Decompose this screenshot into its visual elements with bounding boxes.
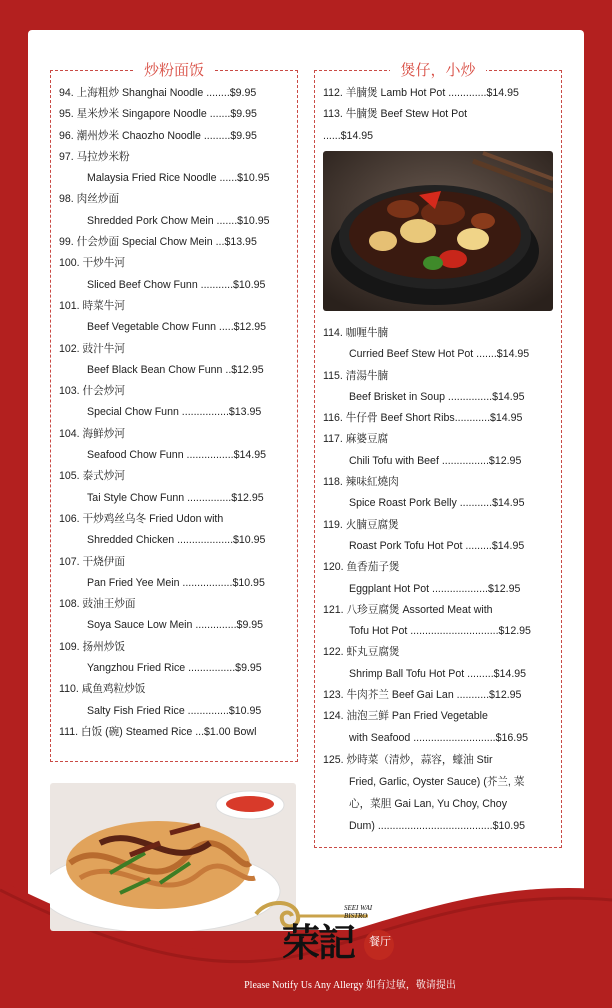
noodles-rice-panel (50, 61, 298, 762)
menu-item-94: 94. 上海粗炒 Shanghai Noodle ........$9.95 (59, 87, 257, 99)
menu-item-110: 110. 咸鱼鸡粒炒饭 Salty Fish Fried Rice ..............$10.95 (59, 683, 262, 717)
menu-item-114: 114. 咖喱牛腩 Curried Beef Stew Hot Pot .......$14.95 (323, 327, 530, 361)
menu-item-101: 101. 時菜牛河 Beef Vegetable Chow Funn .....$12.95 (59, 299, 267, 334)
menu-item-115: 115. 清湯牛腩 Beef Brisket in Soup ...............$14.95 (323, 369, 525, 403)
logo-english-line1: SEEI WAI (344, 904, 373, 912)
menu-item-104: 104. 海鲜炒河 Seafood Chow Funn ................$14.95 (59, 427, 267, 462)
allergy-notice: Please Notify Us Any Allergy 如有过敏，敬请提出 (244, 980, 456, 991)
menu-item-96: 96. 潮州炒米 Chaozho Noodle .........$9.95 (59, 129, 257, 142)
menu-item-98: 98. 肉丝炒面 Shredded Pork Chow Mein .......$10.95 (59, 193, 270, 227)
restaurant-logo (248, 896, 428, 982)
menu-item-121: 121. 八珍豆腐煲 Assorted Meat with Tofu Hot Pot ..............................$12.95 (323, 603, 531, 638)
menu-item-116: 116. 牛仔骨 Beef Short Ribs............$14.95 (323, 412, 523, 425)
menu-item-123: 123. 牛肉芥兰 Beef Gai Lan ...........$12.95 (323, 689, 522, 702)
hotpot-stirfry-title (315, 59, 561, 80)
hotpot-list-bottom (323, 323, 557, 837)
menu-item-107: 107. 干烧伊面 Pan Fried Yee Mein .................$10.95 (59, 555, 265, 589)
menu-item-97: 97. 马拉炒米粉 Malaysia Fried Rice Noodle ......$10.95 (59, 150, 270, 185)
menu-item-120: 120. 鱼香茄子煲 Eggplant Hot Pot ...................$12.95 (323, 561, 521, 595)
menu-item-100: 100. 干炒牛河 Sliced Beef Chow Funn ...........$10.95 (59, 257, 266, 291)
logo-english-line2: BISTRO (344, 912, 368, 920)
menu-item-108: 108. 豉油王炒面 Soya Sauce Low Mein ..............$9.95 (59, 598, 264, 632)
noodles-rice-title-text: 炒粉面饭 (134, 61, 214, 79)
logo-suffix: 餐厅 (369, 935, 391, 948)
logo-chinese-name: 荣記 (282, 920, 355, 965)
clay-pot-stew-photo (323, 151, 553, 311)
hotpot-stirfry-title-text: 煲仔，小炒 (390, 61, 485, 79)
menu-item-111: 111. 白饭 (碗) Steamed Rice ...$1.00 Bowl (59, 725, 257, 738)
menu-item-122: 122. 虾丸豆腐煲 Shrimp Ball Tofu Hot Pot .........$14.95 (323, 646, 527, 680)
menu-item-106: 106. 干炒鸡丝乌冬 Fried Udon with Shredded Chicken ...................$10.95 (59, 512, 266, 547)
menu-item-117: 117. 麻婆豆腐 Chili Tofu with Beef ................$12.95 (323, 433, 522, 467)
menu-item-118: 118. 辣味紅燒肉 Spice Roast Pork Belly ...........$14.95 (323, 476, 525, 510)
menu-item-109: 109. 扬州炒饭 Yangzhou Fried Rice ................$9.95 (59, 640, 262, 675)
noodles-rice-list (59, 83, 293, 743)
noodles-rice-title (51, 59, 297, 80)
menu-item-125: 125. 炒時菜（清炒，蒜容，蠔油 Stir Fried, Garlic, Oyster Sauce) (芥兰, 菜 心，菜胆 Gai Lan, Yu Choy, Choy Dum) .......................................$10.95 (323, 753, 526, 832)
menu-item-99: 99. 什会炒面 Special Chow Mein ...$13.95 (59, 236, 257, 249)
menu-item-103: 103. 什会炒河 Special Chow Funn ................$13.95 (59, 385, 262, 419)
menu-item-124: 124. 油泡三鲜 Pan Fried Vegetable with Seafood ............................$16.95 (323, 710, 529, 744)
menu-item-119: 119. 火腩豆腐煲 Roast Pork Tofu Hot Pot .........$14.95 (323, 518, 525, 552)
menu-item-112: 112. 羊腩煲 Lamb Hot Pot .............$14.95 (323, 87, 519, 99)
menu-item-102: 102. 豉汁牛河 Beef Black Bean Chow Funn ..$12.95 (59, 342, 264, 376)
menu-item-105: 105. 泰式炒河 Tai Style Chow Funn ...............$12.95 (59, 470, 264, 504)
menu-item-113: 113. 牛腩煲 Beef Stew Hot Pot ......$14.95 (323, 108, 468, 142)
hotpot-list-top (323, 83, 557, 147)
menu-item-95: 95. 星米炒米 Singapore Noodle .......$9.95 (59, 108, 257, 121)
